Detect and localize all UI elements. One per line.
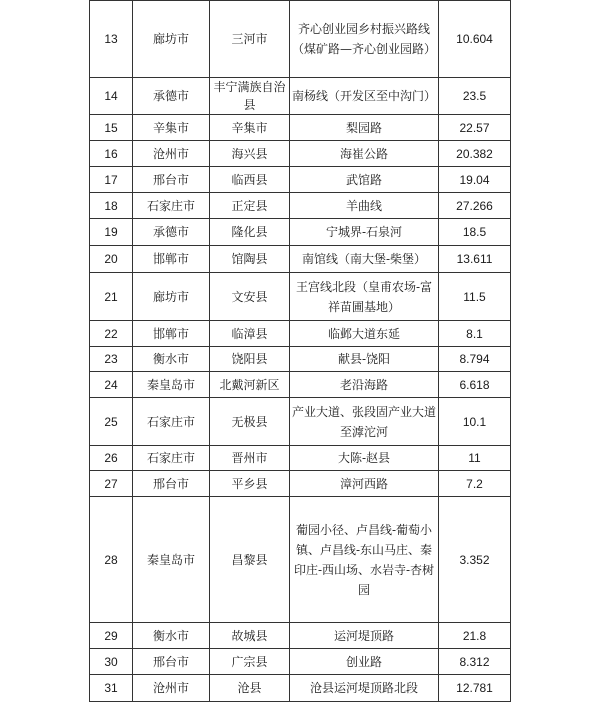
city-cell: 秦皇岛市	[133, 372, 210, 398]
city-cell: 邯郸市	[133, 246, 210, 273]
road-name-cell: 南馆线（南大堡-柴堡）	[290, 246, 439, 273]
county-cell: 广宗县	[210, 649, 290, 675]
row-number-cell: 19	[90, 219, 133, 246]
county-cell: 辛集市	[210, 115, 290, 141]
table-row	[90, 246, 511, 273]
table-row	[90, 649, 511, 675]
row-number-cell: 22	[90, 321, 133, 347]
row-number-cell: 30	[90, 649, 133, 675]
road-name-cell: 运河堤顶路	[290, 623, 439, 649]
road-length-cell: 8.794	[439, 347, 511, 372]
table-row	[90, 141, 511, 167]
city-cell: 石家庄市	[133, 193, 210, 219]
table-row	[90, 497, 511, 623]
road-name-cell: 老沿海路	[290, 372, 439, 398]
county-cell: 丰宁满族自治县	[210, 78, 290, 115]
road-length-cell: 18.5	[439, 219, 511, 246]
county-cell: 临西县	[210, 167, 290, 193]
county-cell: 正定县	[210, 193, 290, 219]
table-row	[90, 398, 511, 446]
table-row	[90, 347, 511, 372]
road-length-cell: 20.382	[439, 141, 511, 167]
city-cell: 邢台市	[133, 471, 210, 497]
road-name-cell: 海崔公路	[290, 141, 439, 167]
row-number-cell: 14	[90, 78, 133, 115]
table-row	[90, 193, 511, 219]
road-name-cell: 王宫线北段（皇甫农场-富祥苗圃基地）	[290, 273, 439, 321]
road-length-cell: 8.1	[439, 321, 511, 347]
county-cell: 昌黎县	[210, 497, 290, 623]
road-length-cell: 11	[439, 446, 511, 471]
row-number-cell: 25	[90, 398, 133, 446]
city-cell: 承德市	[133, 219, 210, 246]
row-number-cell: 24	[90, 372, 133, 398]
road-length-cell: 27.266	[439, 193, 511, 219]
row-number-cell: 26	[90, 446, 133, 471]
road-name-cell: 大陈-赵县	[290, 446, 439, 471]
road-name-cell: 沧县运河堤顶路北段	[290, 675, 439, 702]
row-number-cell: 16	[90, 141, 133, 167]
city-cell: 廊坊市	[133, 273, 210, 321]
county-cell: 隆化县	[210, 219, 290, 246]
road-name-cell: 宁城界-石泉河	[290, 219, 439, 246]
road-length-cell: 8.312	[439, 649, 511, 675]
road-length-cell: 7.2	[439, 471, 511, 497]
road-name-cell: 羊曲线	[290, 193, 439, 219]
city-cell: 廊坊市	[133, 1, 210, 78]
city-cell: 邢台市	[133, 167, 210, 193]
row-number-cell: 28	[90, 497, 133, 623]
table-row	[90, 78, 511, 115]
county-cell: 无极县	[210, 398, 290, 446]
county-cell: 故城县	[210, 623, 290, 649]
road-length-cell: 10.1	[439, 398, 511, 446]
table-row	[90, 471, 511, 497]
county-cell: 沧县	[210, 675, 290, 702]
county-cell: 馆陶县	[210, 246, 290, 273]
row-number-cell: 31	[90, 675, 133, 702]
table-row	[90, 623, 511, 649]
row-number-cell: 13	[90, 1, 133, 78]
county-cell: 北戴河新区	[210, 372, 290, 398]
table-row	[90, 115, 511, 141]
road-length-cell: 21.8	[439, 623, 511, 649]
road-name-cell: 武馆路	[290, 167, 439, 193]
row-number-cell: 27	[90, 471, 133, 497]
road-list-table	[89, 0, 511, 702]
table-row	[90, 167, 511, 193]
city-cell: 秦皇岛市	[133, 497, 210, 623]
road-name-cell: 创业路	[290, 649, 439, 675]
table-row	[90, 219, 511, 246]
county-cell: 平乡县	[210, 471, 290, 497]
road-name-cell: 献县-饶阳	[290, 347, 439, 372]
row-number-cell: 23	[90, 347, 133, 372]
road-length-cell: 22.57	[439, 115, 511, 141]
road-name-cell: 齐心创业园乡村振兴路线（煤矿路—齐心创业园路）	[290, 1, 439, 78]
row-number-cell: 20	[90, 246, 133, 273]
county-cell: 海兴县	[210, 141, 290, 167]
table-row	[90, 675, 511, 702]
city-cell: 沧州市	[133, 141, 210, 167]
table-row	[90, 273, 511, 321]
city-cell: 辛集市	[133, 115, 210, 141]
row-number-cell: 29	[90, 623, 133, 649]
city-cell: 邢台市	[133, 649, 210, 675]
road-name-cell: 临邺大道东延	[290, 321, 439, 347]
city-cell: 邯郸市	[133, 321, 210, 347]
road-name-cell: 梨园路	[290, 115, 439, 141]
row-number-cell: 21	[90, 273, 133, 321]
city-cell: 衡水市	[133, 623, 210, 649]
county-cell: 临漳县	[210, 321, 290, 347]
county-cell: 晋州市	[210, 446, 290, 471]
road-length-cell: 6.618	[439, 372, 511, 398]
road-name-cell: 漳河西路	[290, 471, 439, 497]
road-length-cell: 13.611	[439, 246, 511, 273]
table-row	[90, 321, 511, 347]
road-length-cell: 23.5	[439, 78, 511, 115]
road-length-cell: 19.04	[439, 167, 511, 193]
city-cell: 承德市	[133, 78, 210, 115]
road-length-cell: 3.352	[439, 497, 511, 623]
city-cell: 沧州市	[133, 675, 210, 702]
table-body	[90, 1, 511, 702]
row-number-cell: 15	[90, 115, 133, 141]
road-length-cell: 10.604	[439, 1, 511, 78]
city-cell: 石家庄市	[133, 398, 210, 446]
road-name-cell: 南杨线（开发区至中沟门）	[290, 78, 439, 115]
row-number-cell: 17	[90, 167, 133, 193]
table-row	[90, 446, 511, 471]
county-cell: 文安县	[210, 273, 290, 321]
road-name-cell: 葡园小径、卢昌线-葡萄小镇、卢昌线-东山马庄、秦印庄-西山场、水岩寺-杏树园	[290, 497, 439, 623]
county-cell: 三河市	[210, 1, 290, 78]
road-length-cell: 12.781	[439, 675, 511, 702]
city-cell: 衡水市	[133, 347, 210, 372]
table-row	[90, 372, 511, 398]
road-name-cell: 产业大道、张段固产业大道至滹沱河	[290, 398, 439, 446]
table-row	[90, 1, 511, 78]
road-length-cell: 11.5	[439, 273, 511, 321]
row-number-cell: 18	[90, 193, 133, 219]
county-cell: 饶阳县	[210, 347, 290, 372]
city-cell: 石家庄市	[133, 446, 210, 471]
